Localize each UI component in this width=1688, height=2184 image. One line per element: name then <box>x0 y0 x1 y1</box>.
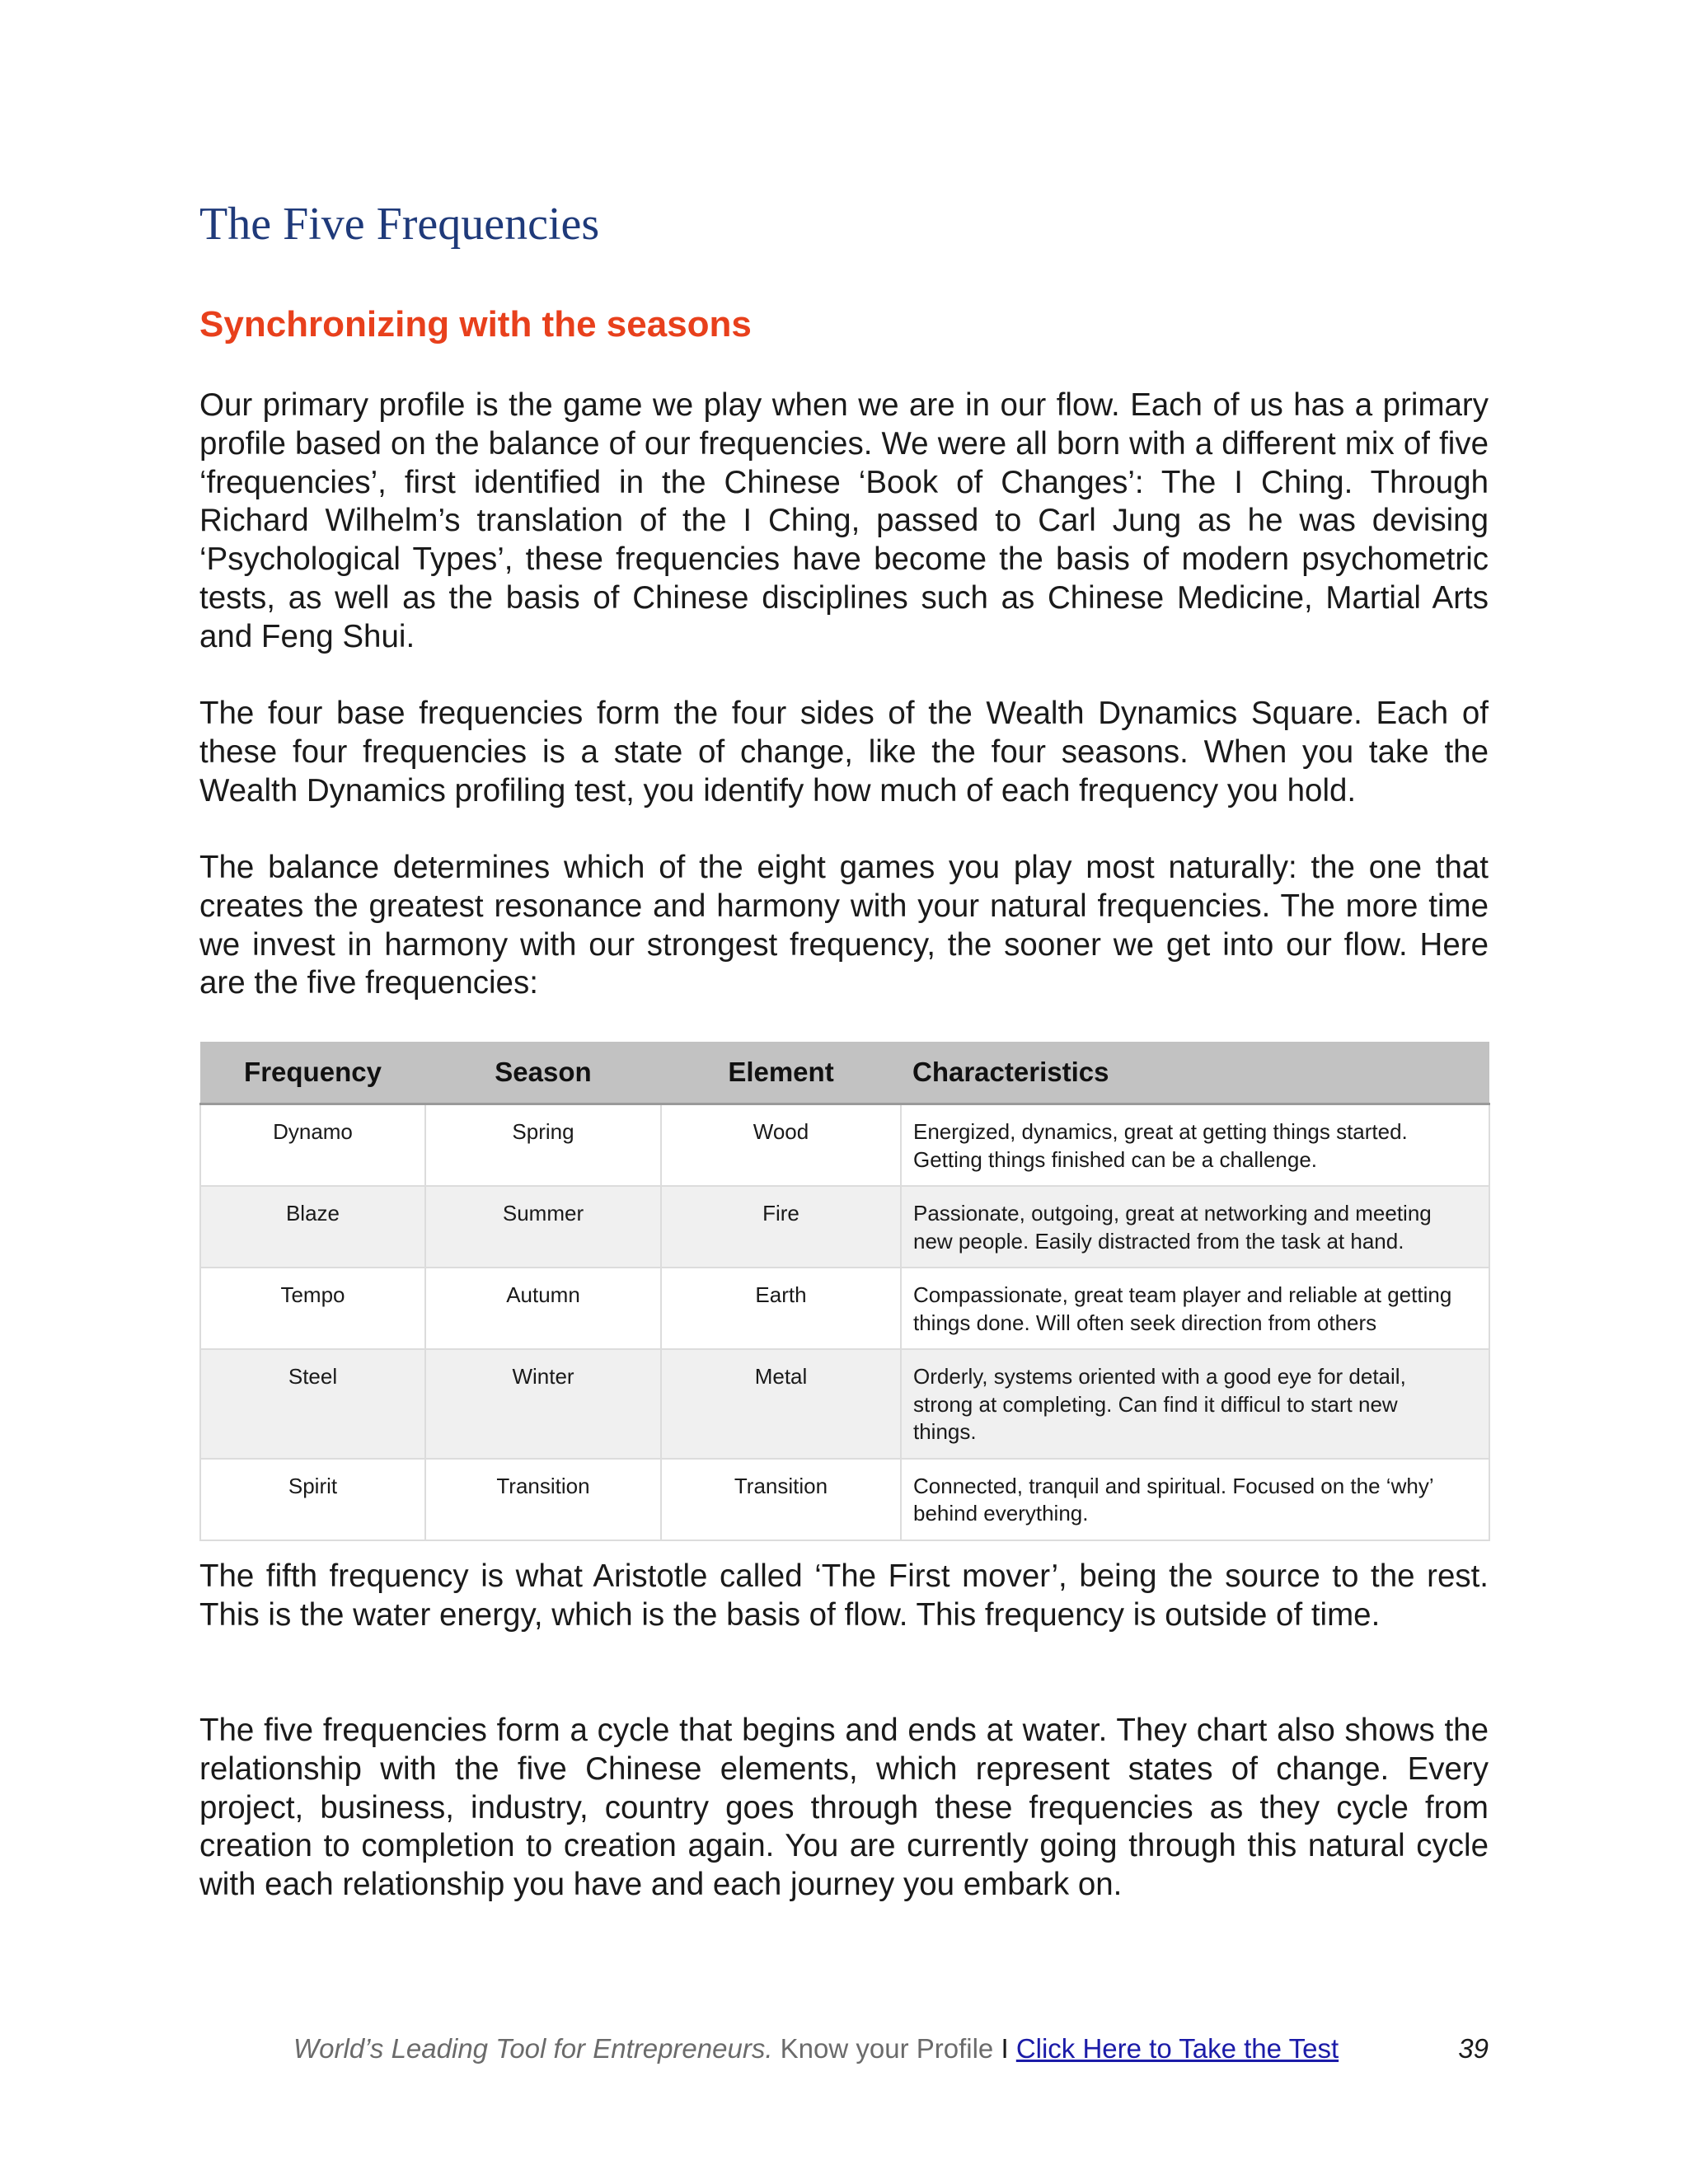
table-row <box>200 1459 1489 1540</box>
page-footer <box>199 2031 1489 2067</box>
cell-season: Spring <box>425 1104 661 1187</box>
footer-separator: I <box>1001 2033 1009 2064</box>
cell-characteristics: Energized, dynamics, great at getting things started. Getting things finished can be a challenge. <box>901 1104 1489 1187</box>
cell-season: Winter <box>425 1349 661 1459</box>
cell-element: Wood <box>661 1104 901 1187</box>
cell-element: Fire <box>661 1186 901 1268</box>
cell-characteristics: Orderly, systems oriented with a good eye for detail, strong at completing. Can find it difficul to start new things. <box>901 1349 1489 1459</box>
column-header-frequency: Frequency <box>200 1042 425 1104</box>
cell-characteristics: Compassionate, great team player and reliable at getting things done. Will often seek direction from others <box>901 1268 1489 1349</box>
page-number: 39 <box>1458 2033 1489 2064</box>
cell-season: Transition <box>425 1459 661 1540</box>
cell-element: Earth <box>661 1268 901 1349</box>
cell-characteristics: Connected, tranquil and spiritual. Focused on the ‘why’ behind everything. <box>901 1459 1489 1540</box>
cell-frequency: Dynamo <box>200 1104 425 1187</box>
footer-text <box>293 2031 1339 2067</box>
page-title: The Five Frequencies <box>199 199 600 250</box>
table-row <box>200 1349 1489 1459</box>
table-row <box>200 1104 1489 1187</box>
column-header-element: Element <box>661 1042 901 1104</box>
footer-tagline: World’s Leading Tool for Entrepreneurs. <box>293 2033 773 2064</box>
paragraph-primary-profile: Our primary profile is the game we play when we are in our flow. Each of us has a primary profile based on the balance of our frequencies. We were all born with a different mix of five ‘frequencies’, first identified in the Chinese ‘Book of Changes’: The I Ching. Through Richard Wilhelm’s translation of the I Ching, passed to Carl Jung as he was devising ‘Psychological Types’, these frequencies have become the basis of modern psychometric tests, as well as the basis of Chinese disciplines such as Chinese Medicine, Martial Arts and Feng Shui. <box>199 387 1489 654</box>
cell-element: Metal <box>661 1349 901 1459</box>
cell-frequency: Spirit <box>200 1459 425 1540</box>
column-header-characteristics: Characteristics <box>901 1042 1489 1104</box>
paragraph-balance: The balance determines which of the eight games you play most naturally: the one that creates the greatest resonance and harmony with your natural frequencies. The more time we invest in harmony with our strongest frequency, the sooner we get into our flow. Here are the five frequencies: <box>199 850 1489 1001</box>
cell-frequency: Blaze <box>200 1186 425 1268</box>
paragraph-frequency-cycle: The five frequencies form a cycle that begins and ends at water. They chart also shows the relationship with the five Chinese elements, which represent states of change. Every project, business, industry, country goes through these frequencies as they cycle from creation to completion to creation again. You are currently going through this natural cycle with each relationship you have and each journey you embark on. <box>199 1713 1489 1903</box>
column-header-season: Season <box>425 1042 661 1104</box>
paragraph-fifth-frequency: The fifth frequency is what Aristotle called ‘The First mover’, being the source to the rest. This is the water energy, which is the basis of flow. This frequency is outside of time. <box>199 1558 1489 1633</box>
cell-characteristics: Passionate, outgoing, great at networking and meeting new people. Easily distracted from the task at hand. <box>901 1186 1489 1268</box>
section-subtitle: Synchronizing with the seasons <box>199 304 752 344</box>
cell-frequency: Steel <box>200 1349 425 1459</box>
take-test-link[interactable]: Click Here to Take the Test <box>1015 2033 1339 2064</box>
table-header-row <box>200 1042 1489 1104</box>
cell-season: Autumn <box>425 1268 661 1349</box>
cell-frequency: Tempo <box>200 1268 425 1349</box>
cell-element: Transition <box>661 1459 901 1540</box>
footer-know-profile: Know your Profile <box>772 2033 1001 2064</box>
cell-season: Summer <box>425 1186 661 1268</box>
paragraph-four-base-frequencies: The four base frequencies form the four sides of the Wealth Dynamics Square. Each of these four frequencies is a state of change, like the four seasons. When you take the Wealth Dynamics profiling test, you identify how much of each frequency you hold. <box>199 696 1489 808</box>
frequencies-table <box>199 1042 1490 1541</box>
table-row <box>200 1268 1489 1349</box>
table-row <box>200 1186 1489 1268</box>
